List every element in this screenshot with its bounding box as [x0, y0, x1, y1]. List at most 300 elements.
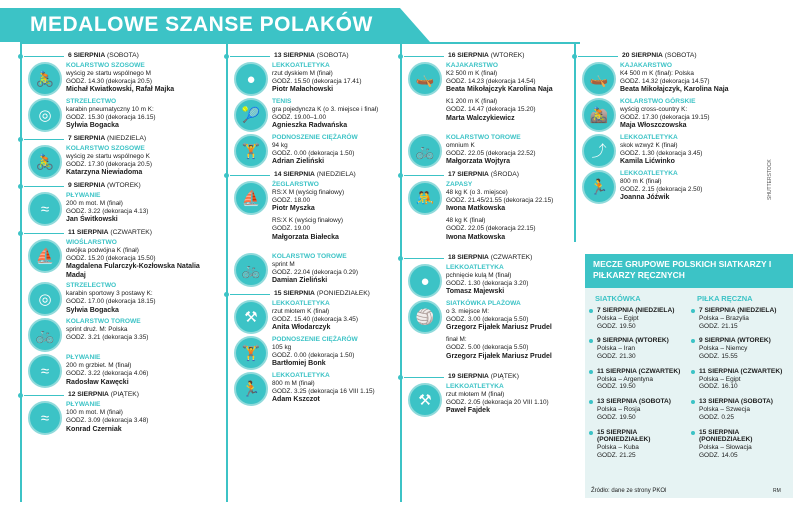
event-text — [272, 253, 398, 285]
event-athletes: Marta Walczykiewicz — [446, 114, 515, 122]
match-date: 15 SIERPNIA (PONIEDZIAŁEK) — [597, 428, 651, 444]
match-time: GODZ. 14.05 — [699, 451, 738, 459]
event-item — [228, 98, 398, 132]
event-text — [272, 372, 398, 404]
day-date: 6 SIERPNIA — [68, 52, 106, 59]
track-cycling-icon: 🚲 — [28, 318, 62, 352]
event-item — [576, 170, 766, 204]
match-item — [591, 398, 689, 421]
day-date: 7 SIERPNIA — [68, 135, 106, 142]
event-sport: KAJAKARSTWO — [446, 62, 499, 69]
match-teams: Polska – Szwecja — [699, 405, 750, 413]
hammer-throw-icon: ⚒ — [234, 300, 268, 334]
day-header — [22, 182, 222, 192]
day-weekday: (NIEDZIELA) — [316, 171, 356, 178]
day-weekday: (WTOREK) — [490, 52, 525, 59]
event-item — [22, 145, 222, 179]
event-text — [446, 181, 572, 213]
event-athletes: Grzegorz Fijałek Mariusz Prudel — [446, 352, 552, 360]
event-detail: 94 kg — [272, 141, 288, 149]
event-sport: SIATKÓWKA PLAŻOWA — [446, 300, 521, 307]
event-detail: GODZ. 14.23 (dekoracja 14.54) — [446, 77, 536, 85]
event-athletes: Tomasz Majewski — [446, 288, 505, 296]
event-item — [22, 62, 222, 96]
day-weekday: (WTOREK) — [107, 182, 141, 189]
event-text — [446, 300, 572, 332]
day-header — [22, 135, 222, 145]
day-block — [228, 171, 398, 287]
event-athletes: Grzegorz Fijałek Mariusz Prudel — [446, 324, 552, 332]
match-date: 13 SIERPNIA (SOBOTA) — [597, 398, 672, 406]
shooting-icon: ◎ — [28, 282, 62, 316]
event-detail: GODZ. 14.30 (dekoracja 20.5) — [66, 77, 152, 85]
day-date: 17 SIERPNIA — [448, 171, 489, 178]
event-athletes: Sylwia Bogacka — [66, 122, 119, 130]
event-text — [66, 192, 206, 224]
event-detail: pchnięcie kulą M (finał) — [446, 271, 512, 279]
event-detail: GODZ. 21.45/21.55 (dekoracja 22.15) — [446, 196, 554, 204]
event-detail: GODZ. 1.30 (dekoracja 3.20) — [446, 279, 529, 287]
event-text — [446, 217, 572, 242]
event-detail: GODZ. 19.00 — [272, 224, 311, 232]
event-detail: GODZ. 2.05 (dekoracja 20 VIII 1.10) — [446, 398, 549, 406]
event-athletes: Małgorzata Wojtyra — [446, 158, 511, 166]
day-block — [402, 52, 572, 168]
event-item — [402, 98, 572, 132]
handball-heading: PIŁKA RĘCZNA — [697, 294, 753, 303]
event-item — [228, 300, 398, 334]
schedule-column-3 — [402, 52, 572, 420]
match-teams: Polska – Egipt — [597, 314, 639, 322]
event-text — [66, 239, 206, 280]
event-item — [576, 98, 766, 132]
high-jump-icon: ⤴ — [582, 134, 616, 168]
match-teams: Polska – Egipt — [699, 375, 741, 383]
running-icon: 🏃 — [234, 372, 268, 406]
day-date: 15 SIERPNIA — [274, 290, 315, 297]
event-detail: karabin sportowy 3 postawy K: — [66, 290, 153, 298]
event-item — [228, 217, 398, 251]
event-athletes: Konrad Czerniak — [66, 425, 122, 433]
group-matches-panel — [585, 254, 793, 498]
day-header — [228, 171, 398, 181]
day-block — [22, 391, 222, 435]
event-athletes: Bartłomiej Bonk — [272, 360, 326, 368]
event-athletes: Adrian Zieliński — [272, 158, 325, 166]
event-item — [402, 383, 572, 417]
day-weekday: (PONIEDZIAŁEK) — [316, 290, 370, 297]
match-teams: Polska – Kuba — [597, 444, 639, 452]
day-weekday: (SOBOTA) — [107, 52, 139, 59]
event-detail: GODZ. 3.22 (dekoracja 4.13) — [66, 207, 149, 215]
event-sport: KOLARSTWO SZOSOWE — [66, 62, 145, 69]
event-item — [402, 62, 572, 96]
cycling-icon: 🚴 — [28, 62, 62, 96]
event-sport: PŁYWANIE — [66, 354, 101, 362]
event-detail: o 3. miejsce M: — [446, 307, 489, 315]
schedule-column-1 — [22, 52, 222, 438]
event-athletes: Iwona Matkowska — [446, 233, 506, 241]
event-athletes: Katarzyna Niewiadoma — [66, 169, 143, 177]
event-item — [402, 300, 572, 334]
source-note: Źródło: dane ze strony PKOl — [591, 488, 667, 494]
day-block — [402, 254, 572, 370]
event-text — [272, 217, 398, 242]
day-block — [402, 171, 572, 251]
event-item — [228, 181, 398, 215]
match-time: GODZ. 19.50 — [597, 322, 636, 330]
event-detail: GODZ. 2.15 (dekoracja 2.50) — [620, 185, 703, 193]
event-text — [272, 181, 398, 213]
event-detail: GODZ. 3.22 (dekoracja 4.06) — [66, 369, 149, 377]
event-sport: LEKKOATLETYKA — [272, 300, 330, 307]
day-block — [22, 135, 222, 179]
event-item — [228, 253, 398, 287]
event-item — [22, 354, 222, 388]
event-item — [228, 372, 398, 406]
event-detail: GODZ. 22.05 (dekoracja 22.52) — [446, 149, 536, 157]
event-detail: GODZ. 18.00 — [272, 196, 311, 204]
event-detail: GODZ. 3.00 (dekoracja 5.50) — [446, 315, 529, 323]
event-text — [272, 300, 398, 332]
event-sport: KOLARSTWO SZOSOWE — [66, 145, 145, 152]
event-detail: RS:X K (wyścig finałowy) — [272, 217, 344, 224]
event-text — [272, 336, 398, 368]
weightlifting-icon: 🏋 — [234, 134, 268, 168]
event-item — [22, 239, 222, 280]
day-weekday: (SOBOTA) — [664, 52, 697, 59]
event-text — [272, 98, 398, 130]
swimming-icon: ≈ — [28, 192, 62, 226]
event-detail: gra pojedyncza K (o 3. miejsce i finał) — [272, 105, 379, 113]
event-item — [402, 264, 572, 298]
day-weekday: (SOBOTA) — [316, 52, 349, 59]
event-detail: GODZ. 15.40 (dekoracja 3.45) — [272, 315, 358, 323]
shot-put-icon: ● — [408, 264, 442, 298]
day-weekday: (CZWARTEK) — [110, 229, 152, 236]
event-athletes: Michał Kwiatkowski, Rafał Majka — [66, 86, 175, 94]
match-item — [693, 337, 791, 360]
event-detail: GODZ. 0.00 (dekoracja 1.50) — [272, 351, 355, 359]
event-detail: omnium K — [446, 141, 475, 149]
event-item — [22, 401, 222, 435]
event-detail: K4 500 m K (finał): Polska — [620, 69, 694, 77]
day-date: 12 SIERPNIA — [68, 391, 109, 399]
event-detail: GODZ. 1.30 (dekoracja 3.45) — [620, 149, 703, 157]
beach-volleyball-icon: 🏐 — [408, 300, 442, 334]
event-item — [402, 217, 572, 251]
timeline-top-rail — [20, 42, 580, 44]
day-date: 11 SIERPNIA — [68, 229, 109, 236]
track-cycling-icon: 🚲 — [234, 253, 268, 287]
event-detail: dwójka podwójna K (finał) — [66, 246, 139, 254]
event-text — [272, 134, 398, 166]
volleyball-column — [591, 294, 689, 467]
event-text — [446, 98, 572, 123]
match-item — [591, 307, 689, 330]
event-athletes: Piotr Małachowski — [272, 86, 334, 94]
event-detail: GODZ. 17.30 (dekoracja 19.15) — [620, 113, 710, 121]
event-item — [402, 134, 572, 168]
event-item — [22, 192, 222, 226]
day-block — [22, 229, 222, 388]
event-item — [402, 181, 572, 215]
event-athletes: Adam Kszczot — [272, 396, 320, 404]
day-block — [228, 52, 398, 168]
tennis-icon: 🎾 — [234, 98, 268, 132]
event-sport: KOLARSTWO TOROWE — [66, 318, 141, 326]
event-athletes: Kamila Lićwinko — [620, 158, 675, 166]
track-cycling-icon: 🚲 — [408, 134, 442, 168]
event-text — [620, 62, 760, 94]
day-header — [402, 171, 572, 181]
match-time: GODZ. 0.25 — [699, 413, 735, 421]
event-text — [446, 62, 572, 94]
event-text — [66, 145, 206, 177]
event-detail: wyścig ze startu wspólnego K — [66, 152, 150, 160]
event-sport: LEKKOATLETYKA — [446, 264, 504, 271]
running-icon: 🏃 — [582, 170, 616, 204]
cycling-icon: 🚴 — [28, 145, 62, 179]
match-date: 9 SIERPNIA (WTOREK) — [597, 337, 669, 345]
event-item — [576, 134, 766, 168]
event-sport: LEKKOATLETYKA — [620, 170, 678, 177]
schedule-column-2 — [228, 52, 398, 409]
day-header — [22, 229, 222, 239]
event-detail: GODZ. 15.50 (dekoracja 17.41) — [272, 77, 362, 85]
day-date: 9 SIERPNIA — [68, 182, 106, 189]
match-teams: Polska – Argentyna — [597, 375, 654, 383]
event-item — [576, 62, 766, 96]
event-detail: rzut młotem M (finał) — [446, 390, 505, 398]
event-item — [402, 336, 572, 370]
event-text — [272, 62, 398, 94]
event-sport: ŻEGLARSTWO — [272, 181, 319, 188]
event-detail: rzut dyskiem M (finał) — [272, 69, 333, 77]
page-title: MEDALOWE SZANSE POLAKÓW — [30, 13, 373, 36]
event-detail: 200 m mot. M (finał) — [66, 199, 123, 207]
event-detail: GODZ. 17.00 (dekoracja 18.15) — [66, 297, 156, 305]
event-detail: 105 kg — [272, 343, 292, 351]
event-detail: GODZ. 15.30 (dekoracja 16.15) — [66, 113, 156, 121]
event-text — [446, 336, 572, 361]
event-detail: GODZ. 3.09 (dekoracja 3.48) — [66, 416, 149, 424]
day-date: 18 SIERPNIA — [448, 254, 489, 261]
swimming-icon: ≈ — [28, 401, 62, 435]
event-text — [66, 318, 206, 341]
match-date: 7 SIERPNIA (NIEDZIELA) — [597, 307, 675, 314]
wrestling-icon: 🤼 — [408, 181, 442, 215]
day-header — [228, 290, 398, 300]
discus-icon: ● — [234, 62, 268, 96]
match-date: 11 SIERPNIA (CZWARTEK) — [597, 367, 681, 375]
hammer-throw-icon: ⚒ — [408, 383, 442, 417]
event-sport: KOLARSTWO TOROWE — [446, 134, 521, 141]
event-detail: 800 m K (finał) — [620, 177, 662, 185]
event-detail: K1 200 m K (finał) — [446, 98, 498, 105]
day-date: 14 SIERPNIA — [274, 171, 315, 178]
event-sport: TENIS — [272, 98, 292, 105]
canoe-icon: 🛶 — [408, 62, 442, 96]
event-detail: 200 m grzbiet. M (finał) — [66, 362, 132, 370]
event-athletes: Agnieszka Radwańska — [272, 122, 348, 130]
match-item — [693, 307, 791, 330]
group-matches-heading: MECZE GRUPOWE POLSKICH SIATKARZY I PIŁKARZY RĘCZNYCH — [585, 254, 793, 288]
match-time: GODZ. 21.15 — [699, 322, 738, 330]
day-header — [228, 52, 398, 62]
event-athletes: Sylwia Bogacka — [66, 306, 119, 314]
day-weekday: (PIĄTEK) — [110, 391, 139, 399]
event-athletes: Maja Włoszczowska — [620, 122, 687, 130]
day-weekday: (ŚRODA) — [490, 171, 519, 178]
day-header — [22, 52, 222, 62]
event-detail: sprint druż. M: Polska — [66, 326, 128, 334]
event-text — [620, 98, 760, 130]
event-sport: PŁYWANIE — [66, 192, 101, 199]
event-detail: GODZ. 17.30 (dekoracja 20.5) — [66, 160, 152, 168]
event-text — [66, 62, 206, 94]
shooting-icon: ◎ — [28, 98, 62, 132]
event-detail: skok wzwyż K (finał) — [620, 141, 678, 149]
match-item — [693, 429, 791, 460]
event-athletes: Iwona Matkowska — [446, 205, 506, 213]
event-detail: wyścig ze startu wspólnego M — [66, 69, 151, 77]
day-date: 13 SIERPNIA — [274, 52, 315, 59]
author-signature: RM — [773, 488, 781, 494]
match-item — [693, 368, 791, 391]
match-time: GODZ. 21.30 — [597, 352, 636, 360]
weightlifting-icon: 🏋 — [234, 336, 268, 370]
event-athletes: Piotr Myszka — [272, 205, 315, 213]
event-sport: ZAPASY — [446, 181, 473, 188]
event-sport: LEKKOATLETYKA — [446, 383, 504, 390]
match-date: 15 SIERPNIA (PONIEDZIAŁEK) — [699, 428, 753, 444]
day-header — [576, 52, 766, 62]
match-item — [591, 337, 689, 360]
volleyball-heading: SIATKÓWKA — [595, 294, 641, 303]
event-item — [22, 318, 222, 352]
event-sport: PODNOSZENIE CIĘŻARÓW — [272, 134, 358, 141]
match-date: 7 SIERPNIA (NIEDZIELA) — [699, 307, 777, 314]
event-detail: GODZ. 19.00–1.00 — [272, 113, 326, 121]
match-teams: Polska – Rosja — [597, 405, 641, 413]
event-text — [66, 354, 206, 386]
day-block — [22, 52, 222, 132]
event-athletes: Magdalena Fularczyk-Kozłowska Natalia Madaj — [66, 263, 200, 280]
day-block — [228, 290, 398, 406]
event-detail: GODZ. 22.05 (dekoracja 22.15) — [446, 224, 536, 232]
event-athletes: Beata Mikołajczyk Karolina Naja — [446, 86, 553, 94]
match-item — [591, 368, 689, 391]
event-sport: STRZELECTWO — [66, 282, 117, 290]
match-time: GODZ. 16.10 — [699, 383, 738, 391]
event-athletes: Damian Zieliński — [272, 277, 328, 285]
match-time: GODZ. 15.55 — [699, 352, 738, 360]
event-item — [228, 134, 398, 168]
photo-credit: SHUTTERSTOCK — [767, 159, 773, 200]
event-athletes: Radosław Kawęcki — [66, 378, 129, 386]
day-date: 19 SIERPNIA — [448, 373, 489, 380]
match-date: 11 SIERPNIA (CZWARTEK) — [699, 367, 783, 375]
event-detail: RS:X M (wyścig finałowy) — [272, 188, 345, 196]
event-athletes: Jan Świtkowski — [66, 216, 118, 224]
match-item — [591, 429, 689, 460]
day-header — [402, 254, 572, 264]
match-teams: Polska – Niemcy — [699, 345, 748, 353]
day-block — [402, 373, 572, 417]
mountain-bike-icon: 🚵 — [582, 98, 616, 132]
event-sport: KOLARSTWO GÓRSKIE — [620, 98, 696, 105]
event-athletes: Paweł Fajdek — [446, 407, 490, 415]
event-athletes: Małgorzata Białecka — [272, 233, 339, 241]
event-detail: wyścig cross-country K: — [620, 105, 688, 113]
match-date: 9 SIERPNIA (WTOREK) — [699, 337, 771, 345]
event-text — [66, 98, 206, 130]
match-date: 13 SIERPNIA (SOBOTA) — [699, 398, 774, 406]
event-detail: GODZ. 5.00 (dekoracja 5.50) — [446, 343, 529, 351]
event-detail: GODZ. 14.32 (dekoracja 14.57) — [620, 77, 710, 85]
event-detail: finał M: — [446, 336, 467, 343]
event-item — [228, 62, 398, 96]
day-weekday: (NIEDZIELA) — [107, 135, 147, 142]
event-sport: LEKKOATLETYKA — [620, 134, 678, 141]
day-date: 16 SIERPNIA — [448, 52, 489, 59]
event-detail: K2 500 m K (finał) — [446, 69, 498, 77]
event-detail: GODZ. 3.21 (dekoracja 3.35) — [66, 333, 149, 341]
event-item — [228, 336, 398, 370]
event-detail: 100 m mot. M (finał) — [66, 409, 123, 417]
canoe-icon: 🛶 — [582, 62, 616, 96]
swimming-icon: ≈ — [28, 354, 62, 388]
match-time: GODZ. 19.50 — [597, 383, 636, 391]
day-date: 20 SIERPNIA — [622, 52, 663, 59]
event-item — [22, 282, 222, 316]
event-detail: GODZ. 22.04 (dekoracja 0.29) — [272, 268, 358, 276]
event-athletes: Anita Włodarczyk — [272, 324, 331, 332]
event-detail: 800 m M (finał) — [272, 379, 315, 387]
event-detail: GODZ. 15.20 (dekoracja 15.50) — [66, 254, 156, 262]
event-detail: karabin pneumatyczny 10 m K: — [66, 105, 154, 113]
day-block — [22, 182, 222, 226]
rowing-icon: ⛵ — [28, 239, 62, 273]
event-detail: rzut młotem K (finał) — [272, 307, 330, 315]
event-text — [446, 383, 572, 415]
event-text — [620, 134, 760, 166]
schedule-column-4 — [576, 52, 766, 207]
event-sport: WIOŚLARSTWO — [66, 239, 117, 246]
match-teams: Polska – Brazylia — [699, 314, 749, 322]
event-text — [446, 134, 572, 166]
event-text — [66, 401, 206, 433]
match-time: GODZ. 19.50 — [597, 413, 636, 421]
match-teams: Polska – Słowacja — [699, 444, 752, 452]
match-item — [693, 398, 791, 421]
day-weekday: (CZWARTEK) — [490, 254, 533, 261]
event-detail: 48 kg K (o 3. miejsce) — [446, 188, 508, 196]
event-item — [22, 98, 222, 132]
day-block — [576, 52, 766, 204]
event-text — [66, 282, 206, 314]
event-detail: GODZ. 0.00 (dekoracja 1.50) — [272, 149, 355, 157]
event-detail: GODZ. 3.25 (dekoracja 16 VIII 1.15) — [272, 387, 375, 395]
handball-column — [693, 294, 791, 467]
day-header — [402, 373, 572, 383]
event-sport: KAJAKARSTWO — [620, 62, 673, 69]
event-detail: 48 kg K (finał) — [446, 217, 486, 224]
event-detail: GODZ. 14.47 (dekoracja 15.20) — [446, 105, 536, 113]
event-athletes: Beata Mikołajczyk, Karolina Naja — [620, 86, 729, 94]
event-athletes: Joanna Jóźwik — [620, 194, 670, 202]
